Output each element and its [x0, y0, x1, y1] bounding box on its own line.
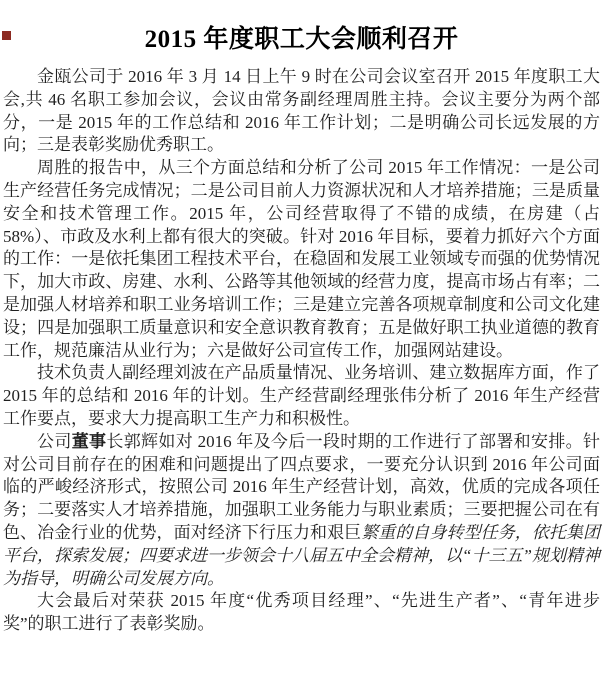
text-run: 周胜的报告中，从三个方面总结和分析了公司 2015 年工作情况：一是公司生产经营任务完成情况；二是公司目前人力资源状况和人才培养措施；三是质量安全和技术管理工作。2015 年，公司经营取得了不错的成绩，在房建（占 58%）、市政及水利上都有很大的突破。针对 2016 年目标，要着力抓好六个方面的工作：一是依托集团工程技术平台，在稳固和发展工业领域专而强的优势情况下，加大市政、房建、水利、公路等其他领域的经营力度，提高市场占有率；二是加强人材培养和职工业务培训工作；三是建立完善各项规章制度和公司文化建设；四是加强职工质量意识和安全意识教育教育；五是做好职工执业道德的教育工作，规范廉洁从业行为；六是做好公司宣传工作，加强网站建设。: [3, 158, 600, 360]
paragraph: [3, 362, 600, 430]
text-run: 金瓯公司于 2016 年 3 月 14 日上午 9 时在公司会议室召开 2015 年度职工大会,共 46 名职工参加会议，会议由常务副经理周胜主持。会议主要分为两个部分，一是 2015 年的工作总结和 2016 年工作计划；二是明确公司长远发展的方向；三是表彰奖励优秀职工。: [3, 67, 600, 155]
paragraph: [3, 157, 600, 362]
paragraph: [3, 590, 600, 636]
text-run: 繁重的自身转型任务，依托集团平台，探索发展；四要求进一步领会十八届五中全会精神，以“十三五”规划精神为指导，明确公司发展方向。: [3, 522, 600, 588]
red-corner-marker: [2, 31, 11, 40]
paragraph: [3, 66, 600, 157]
paragraph: [3, 431, 600, 591]
text-run: 技术负责人副经理刘波在产品质量情况、业务培训、建立数据库方面，作了 2015 年的总结和 2016 年的计划。生产经营副经理张伟分析了 2016 年生产经营工作要点，要求大力提高职工生产力和积极性。: [3, 363, 600, 428]
text-run: 长郭辉如对 2016 年及今后一段时期的工作进行了部署和安排。针对公司目前存在的困难和问题提出了四点要求，一要充分认识到 2016 年公司面临的严峻经济形式，按照公司 2016 年生产经营计划，高效，优质的完成各项任务；二要落实人才培养措施，加强职工业务能力与职业素质；三要把握公司在有色、冶金行业的优势，面对经济下行压力和艰巨: [3, 431, 601, 542]
document-body: [0, 66, 603, 636]
document-title: 2015 年度职工大会顺利召开: [144, 26, 459, 53]
text-run: 公司: [37, 431, 72, 451]
text-run: 大会最后对荣获 2015 年度“优秀项目经理”、“先进生产者”、“青年进步奖”的职工进行了表彰奖励。: [3, 591, 600, 634]
text-run: 董事: [71, 431, 107, 451]
